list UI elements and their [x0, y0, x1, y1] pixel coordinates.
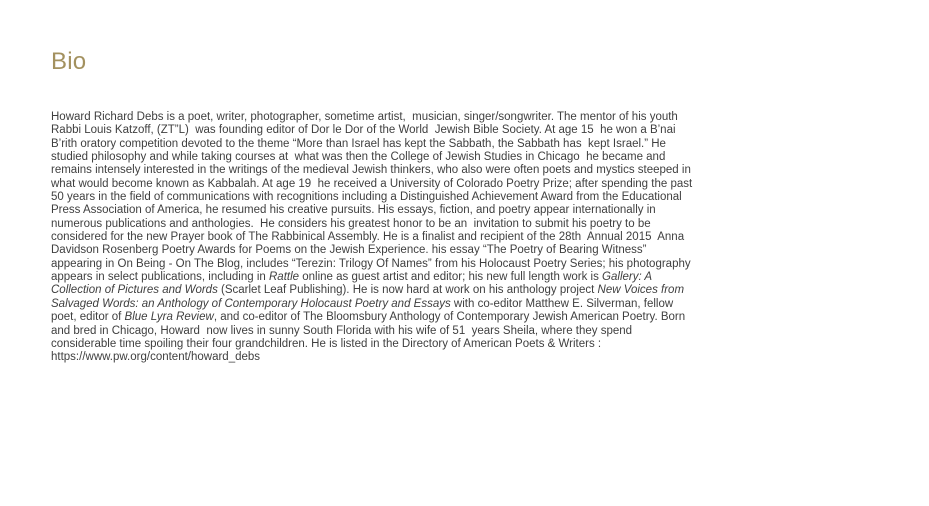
- bio-text-segment: Howard Richard Debs is a poet, writer, photographer, sometime artist, musician, singer/songwriter. The mentor of his youth Rabbi Louis Katzoff, (ZT”L) was founding editor of Dor le Dor of the World Jewish Bible Society. At age 15 he won a B’nai B’rith oratory competition devoted to the theme “More than Israel has kept the Sabbath, the Sabbath has kept Israel.” He studied philosophy and while taking courses at what was then the College of Jewish Studies in Chicago he became and remains intensely interested in the writings of the medieval Jewish thinkers, who also were often poets and mystics steeped in what would become known as Kabbalah. At age 19 he received a University of Colorado Poetry Prize; after spending the past 50 years in the field of communications with recognitions including a Distinguished Achievement Award from the Educational Press Association of America, he resumed his creative pursuits. His essays, fiction, and poetry appear internationally in numerous publications and anthologies. He considers his greatest honor to be an invitation to submit his poetry to be considered for the new Prayer book of The Rabbinical Assembly. He is a finalist and recipient of the 28th Annual 2015 Anna Davidson Rosenberg Poetry Awards for Poems on the Jewish Experience. his essay “The Poetry of Bearing Witness” appearing in On Being - On The Blog, includes “Terezin: Trilogy Of Names” from his Holocaust Poetry Series; his photography appears in select publications, including in: [51, 111, 696, 284]
- bio-text-segment: (Scarlet Leaf Publishing). He is now hard at work on his anthology project: [217, 284, 598, 297]
- bio-text-segment: , and co-editor of The Bloomsbury Anthology of Contemporary Jewish American Poetry. Born and bred in Chicago, Howard now lives in sunny South Florida with his wife of 51 years Sheila, where they spend considerable time spoiling their four grandchildren. He is listed in the Directory of American Poets & Writers : https://www.pw.org/content/howard_debs: [51, 311, 689, 364]
- bio-italic-segment: Gallery: A Collection of Pictures and Words: [51, 271, 655, 297]
- bio-paragraph: [51, 111, 699, 365]
- bio-italic-segment: Rattle: [269, 271, 300, 284]
- bio-italic-segment: New Voices from Salvaged Words: an Anthology of Contemporary Holocaust Poetry and Essays: [51, 284, 688, 310]
- bio-italic-segment: Blue Lyra Review: [124, 311, 214, 324]
- bio-text-segment: with co-editor Matthew E. Silverman, fellow poet, editor of: [51, 297, 677, 324]
- page-title: Bio: [51, 48, 87, 75]
- bio-text-segment: online as guest artist and editor; his new full length work is: [299, 271, 603, 284]
